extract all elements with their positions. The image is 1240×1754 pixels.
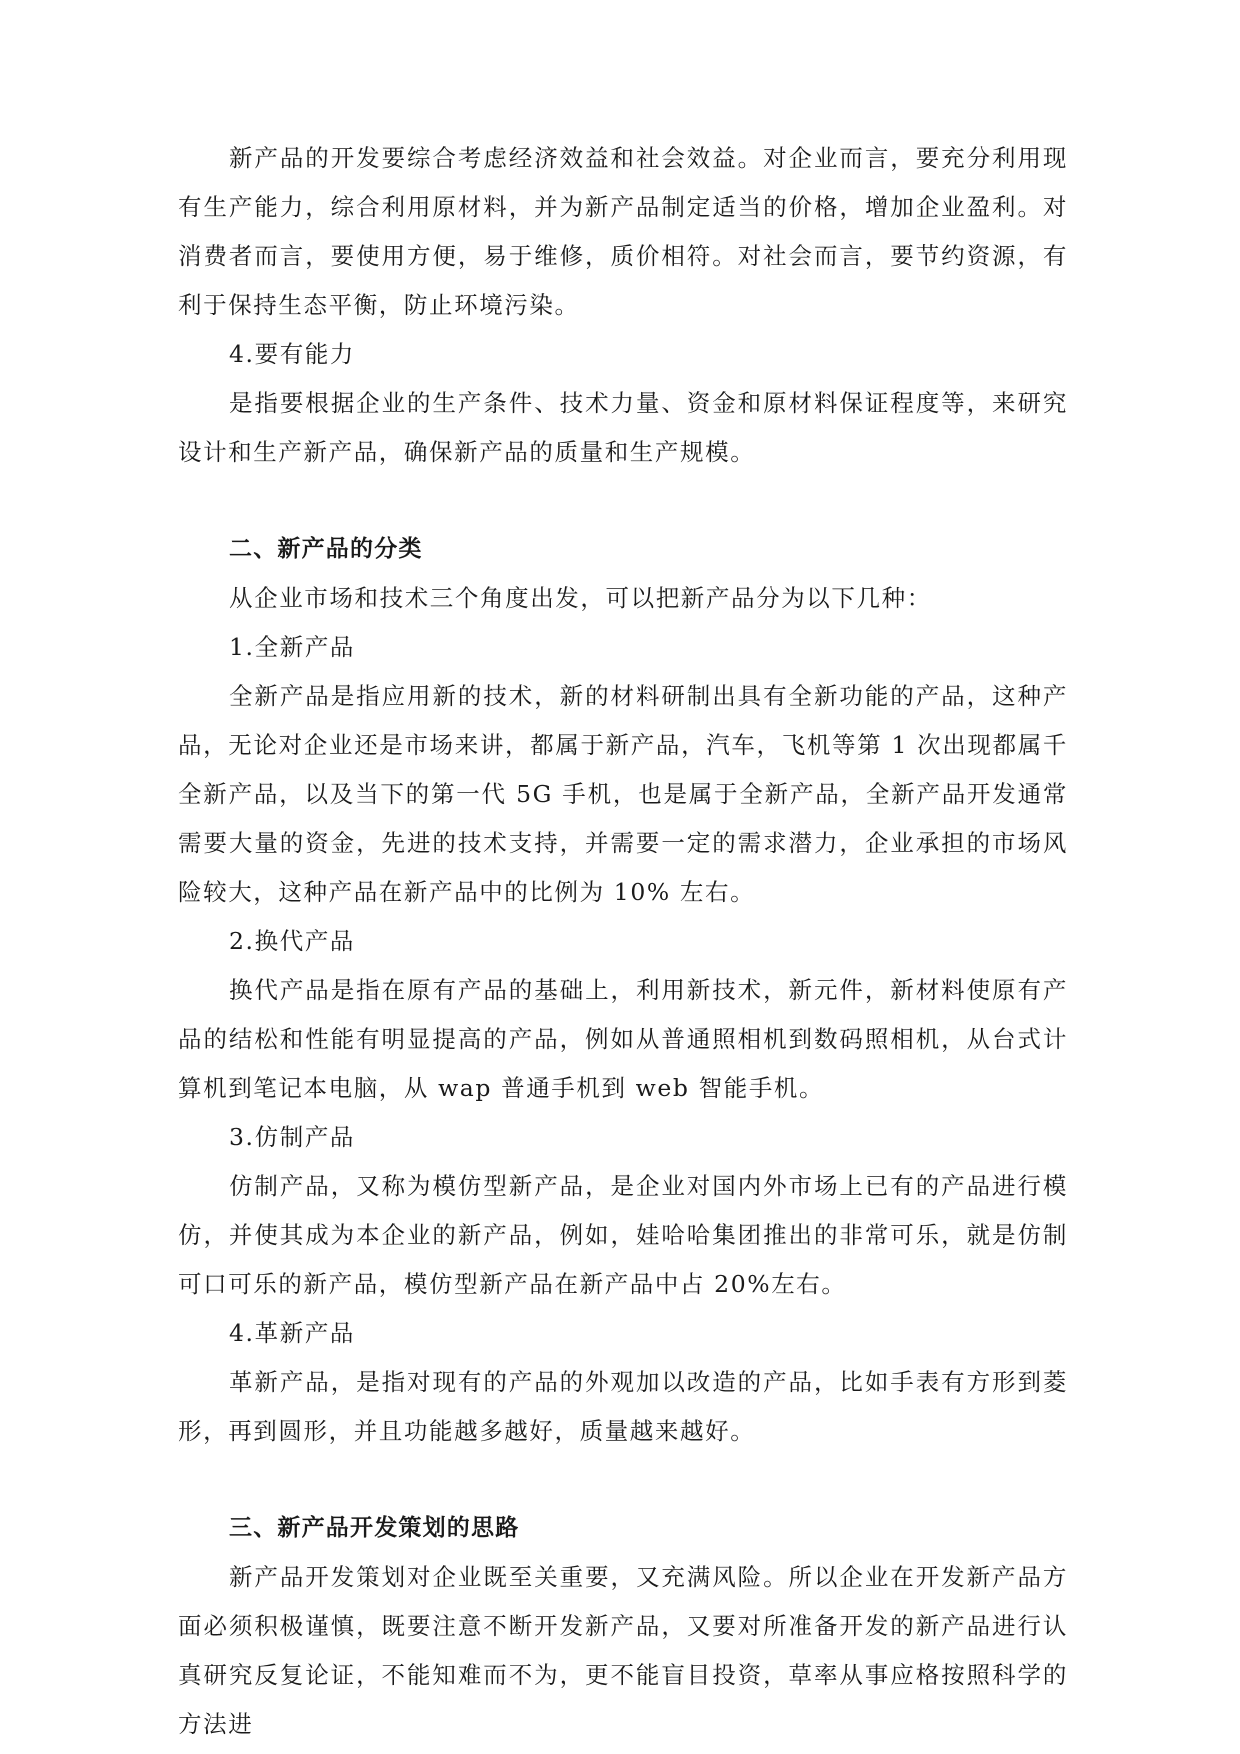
section-heading: 三、新产品开发策划的思路	[229, 1515, 520, 1541]
paragraph: 新产品开发策划对企业既至关重要，又充满风险。所以企业在开发新产品方面必须积极谨慎，既要注意不断开发新产品，又要对所准备开发的新产品进行认真研究反复论证，不能知难而不为，更不能盲目投资，草率从事应格按照科学的方法进	[178, 1563, 1068, 1738]
section-spacer	[178, 477, 1068, 525]
paragraph: 革新产品，是指对现有的产品的外观加以改造的产品，比如手表有方形到菱形，再到圆形，并且功能越多越好，质量越来越好。	[178, 1368, 1068, 1445]
list-item-title: 1.全新产品	[229, 633, 356, 661]
list-item-title: 3.仿制产品	[229, 1123, 356, 1151]
paragraph: 换代产品是指在原有产品的基础上，利用新技术，新元件，新材料使原有产品的结松和性能有明显提高的产品，例如从普通照相机到数码照相机，从台式计算机到笔记本电脑，从 wap 普通手机到 web 智能手机。	[178, 976, 1068, 1102]
section-spacer	[178, 1456, 1068, 1504]
paragraph: 从企业市场和技术三个角度出发，可以把新产品分为以下几种：	[229, 584, 932, 612]
paragraph: 是指要根据企业的生产条件、技术力量、资金和原材料保证程度等，来研究设计和生产新产品，确保新产品的质量和生产规模。	[178, 389, 1068, 466]
section-heading: 二、新产品的分类	[229, 536, 423, 562]
paragraph: 仿制产品，又称为模仿型新产品，是企业对国内外市场上已有的产品进行模仿，并使其成为本企业的新产品，例如，娃哈哈集团推出的非常可乐，就是仿制可口可乐的新产品，模仿型新产品在新产品中占 20%左右。	[178, 1172, 1068, 1298]
paragraph: 新产品的开发要综合考虑经济效益和社会效益。对企业而言，要充分利用现有生产能力，综合利用原材料，并为新产品制定适当的价格，增加企业盈利。对消费者而言，要使用方便，易于维修，质价相符。对社会而言，要节约资源，有利于保持生态平衡，防止环境污染。	[178, 144, 1068, 319]
list-item-title: 4.革新产品	[229, 1319, 356, 1347]
document-body	[178, 134, 1068, 1749]
list-item-title: 4.要有能力	[229, 340, 356, 368]
paragraph: 全新产品是指应用新的技术，新的材料研制出具有全新功能的产品，这种产品，无论对企业还是市场来讲，都属于新产品，汽车，飞机等第 1 次出现都属千全新产品，以及当下的第一代 5G 手机，也是属于全新产品，全新产品开发通常需要大量的资金，先进的技术支持，并需要一定的需求潜力，企业承担的市场风险较大，这种产品在新产品中的比例为 10% 左右。	[178, 682, 1068, 906]
list-item-title: 2.换代产品	[229, 927, 356, 955]
